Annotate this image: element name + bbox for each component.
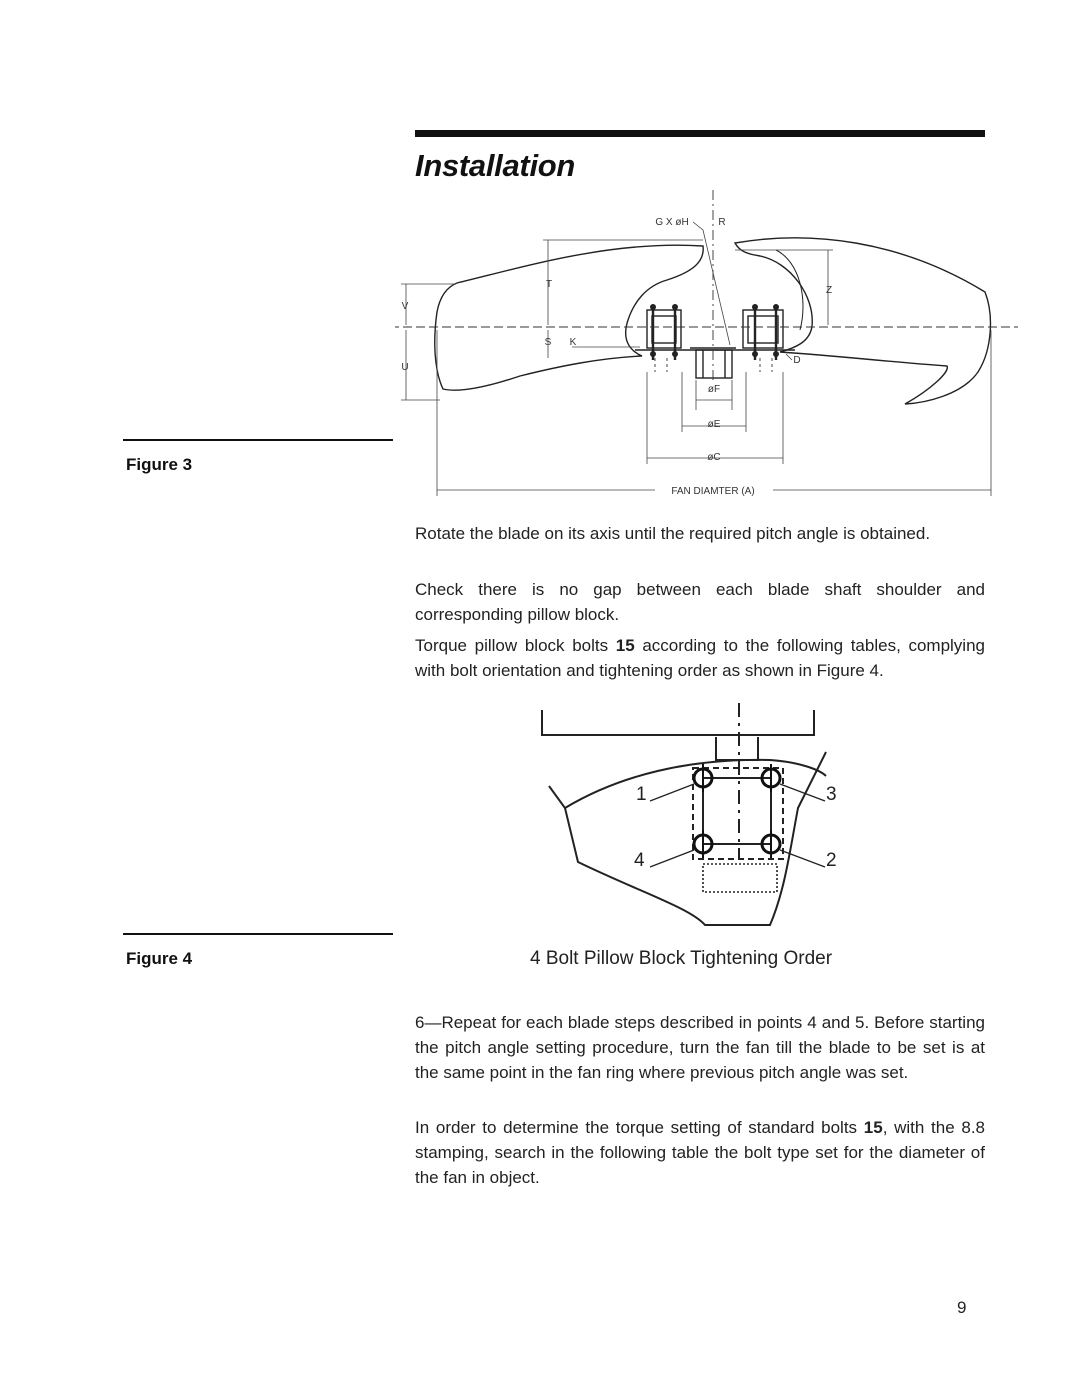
dim-a: FAN DIAMTER (A) (671, 486, 755, 497)
figure-3-rule (123, 439, 393, 441)
figure-4-label: Figure 4 (126, 949, 193, 968)
blade-shaft (696, 350, 732, 378)
right-blade (735, 238, 990, 404)
page-title: Installation (415, 148, 576, 183)
page-number: 9 (957, 1298, 967, 1317)
dim-g-h: G X øH (655, 217, 689, 228)
order-2: 2 (826, 850, 837, 871)
dim-t: T (545, 279, 553, 290)
dim-e: øE (707, 419, 721, 430)
paragraph-torque: Torque pillow block bolts 15 according to the following tables, complying with bolt orientation and tightening order as shown in Figure 4. (415, 636, 985, 680)
dim-v: V (401, 301, 409, 312)
figure-3-label: Figure 3 (126, 455, 193, 474)
figure-4-caption: 4 Bolt Pillow Block Tightening Order (530, 948, 833, 969)
paragraph-pitch: Rotate the blade on its axis until the required pitch angle is obtained. (415, 524, 931, 543)
dim-k: K (569, 337, 577, 348)
paragraph-bolt-table: In order to determine the torque setting of standard bolts 15, with the 8.8 stamping, search in the following table the bolt type set for the diameter of the fan in object. (415, 1118, 985, 1187)
dim-u: U (401, 362, 409, 373)
dim-f: øF (707, 384, 721, 395)
dim-c: øC (707, 452, 721, 463)
order-3: 3 (826, 784, 837, 805)
order-1: 1 (636, 784, 647, 805)
dim-r: R (718, 217, 726, 228)
left-blade (435, 245, 703, 390)
figure-3-diagram (395, 185, 1025, 500)
paragraph-gap: Check there is no gap between each blade shaft shoulder and corresponding pillow block. (415, 580, 985, 624)
order-4: 4 (634, 850, 645, 871)
bracket (542, 710, 814, 735)
pillow-block-frame (703, 778, 771, 844)
dim-d: D (793, 355, 801, 366)
dim-z: Z (825, 285, 833, 296)
paragraph-repeat: 6—Repeat for each blade steps described in points 4 and 5. Before starting the pitch angle setting procedure, turn the fan till the blade to be set is at the same point in the fan ring where previous pitch angle was set. (415, 1013, 985, 1082)
header-rule (415, 130, 985, 137)
dim-s: S (544, 337, 552, 348)
figure-4-diagram (535, 700, 845, 935)
right-blade-edge (776, 250, 803, 330)
figure-4-rule (123, 933, 393, 935)
